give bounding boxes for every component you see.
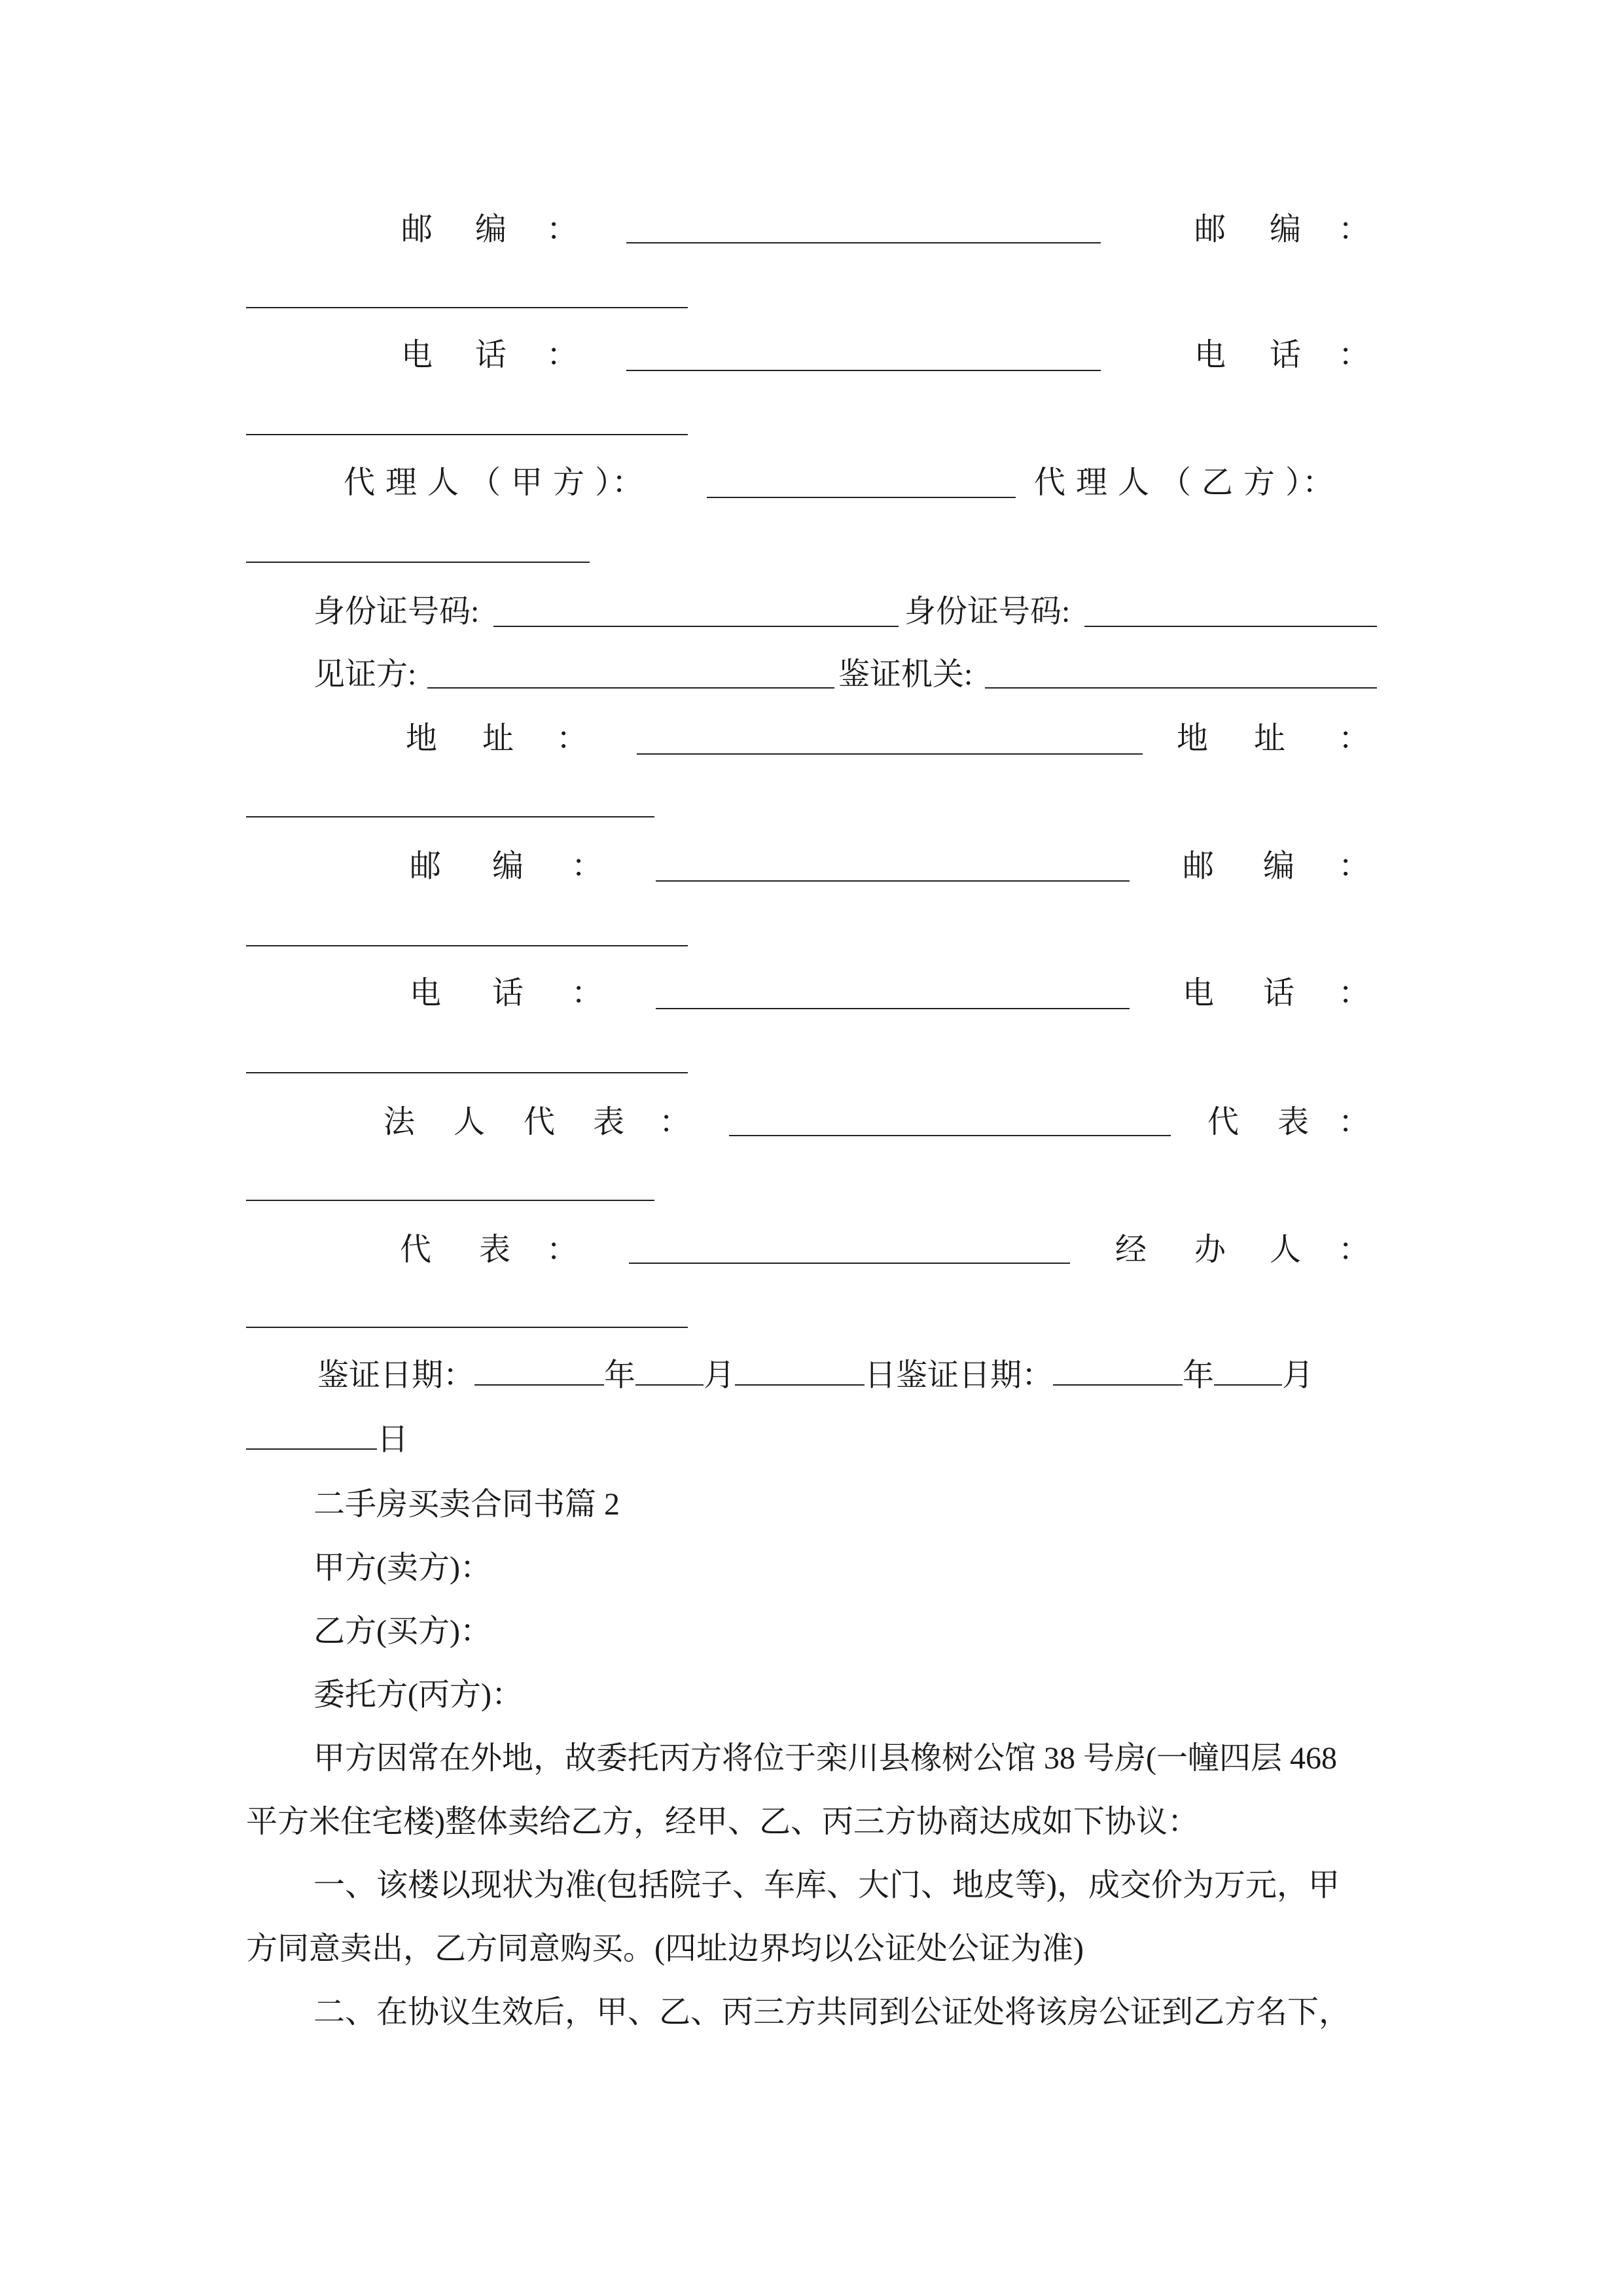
postcode-a-field[interactable]: [626, 242, 1101, 243]
postcode-label-char: 编: [1270, 212, 1302, 247]
address-label-colon: ：: [1338, 721, 1370, 756]
paragraph-line: 一、该楼以现状为准(包括院子、车库、大门、地皮等)，成交价为万元，甲: [313, 1868, 1340, 1903]
witness-field[interactable]: [427, 687, 834, 689]
party-c-label: 委托方(丙方)：: [313, 1677, 523, 1712]
id-a-field[interactable]: [493, 626, 899, 627]
agent-a-label: 代 理 人 （ 甲 方 ）：: [344, 465, 645, 500]
date-b-day-field[interactable]: [246, 1422, 377, 1450]
postcode-label-char: 编: [492, 849, 524, 884]
notary-org-field[interactable]: [985, 687, 1377, 689]
date-a-day-field[interactable]: [735, 1358, 865, 1386]
day-label: 日: [377, 1422, 409, 1457]
phone-label-colon: ：: [571, 976, 603, 1011]
phone-label-char: 话: [1270, 338, 1302, 372]
phone-label-char: 话: [492, 976, 524, 1011]
legal-rep-label-char: 表: [593, 1105, 625, 1139]
date-b-day-row: [246, 1422, 408, 1458]
paragraph-line: 甲方因常在外地，故委托丙方将位于栾川县橡树公馆 38 号房(一幢四层 468: [313, 1741, 1337, 1776]
date-b-month-field[interactable]: [1214, 1358, 1282, 1386]
postcode-label-char: 邮: [401, 212, 433, 247]
phone-d-field[interactable]: [246, 1072, 688, 1073]
postcode-label-char: 编: [1263, 849, 1295, 884]
phone-label-colon: ：: [546, 338, 579, 372]
date-a-label: 鉴证日期：: [317, 1358, 475, 1393]
rep-label-colon: ：: [546, 1232, 579, 1267]
postcode-label-char: 邮: [410, 849, 442, 884]
handler-label-colon: ：: [1338, 1232, 1370, 1267]
paragraph-line: 方同意卖出，乙方同意购买。(四址边界均以公证处公证为准): [246, 1931, 1084, 1966]
month-label: 月: [1282, 1358, 1314, 1393]
phone-label-char: 话: [1263, 976, 1295, 1011]
address-a-field[interactable]: [637, 753, 1143, 755]
rep-label-char: 表: [479, 1232, 511, 1267]
legal-rep-label-char: 法: [383, 1105, 416, 1139]
id-a-label: 身份证号码:: [313, 594, 480, 629]
postcode-label-colon: ：: [1338, 849, 1370, 884]
address-label-colon: ：: [556, 721, 588, 756]
address-label-char: 地: [406, 721, 438, 756]
postcode-label-colon: ：: [546, 212, 579, 247]
handler-label-char: 经: [1115, 1232, 1147, 1267]
phone-label-colon: ：: [1338, 976, 1370, 1011]
handler-field[interactable]: [246, 1327, 688, 1328]
phone-a-field[interactable]: [626, 370, 1101, 371]
legal-rep-label-colon: ：: [659, 1105, 691, 1139]
rep-b-field[interactable]: [246, 1200, 654, 1201]
date-a-year-field[interactable]: [474, 1358, 604, 1386]
address-label-char: 址: [1254, 721, 1286, 756]
id-b-field[interactable]: [1084, 626, 1377, 627]
date-a-month-field[interactable]: [635, 1358, 704, 1386]
month-label: 月: [704, 1358, 736, 1393]
rep-label-colon: ：: [1338, 1105, 1370, 1139]
year-label: 年: [604, 1358, 636, 1393]
legal-rep-label-char: 人: [454, 1105, 486, 1139]
postcode-label-char: 邮: [1183, 849, 1215, 884]
address-label-char: 地: [1177, 721, 1209, 756]
notary-date-row: [317, 1357, 1313, 1394]
party-b-label: 乙方(买方)：: [313, 1614, 491, 1649]
postcode-label-char: 编: [475, 212, 507, 247]
witness-label: 见证方:: [313, 657, 417, 692]
phone-label-char: 电: [1194, 338, 1226, 372]
phone-c-field[interactable]: [656, 1008, 1130, 1009]
address-label-char: 址: [482, 721, 514, 756]
phone-label-char: 话: [475, 338, 507, 372]
paragraph-line: 平方米住宅楼)整体卖给乙方，经甲、乙、丙三方协商达成如下协议：: [246, 1804, 1199, 1839]
rep-a-field[interactable]: [629, 1263, 1070, 1264]
phone-label-colon: ：: [1338, 338, 1370, 372]
postcode-label-char: 邮: [1194, 212, 1226, 247]
rep-label-char: 代: [1207, 1105, 1240, 1139]
handler-label-char: 人: [1270, 1232, 1302, 1267]
legal-rep-label-char: 代: [524, 1105, 556, 1139]
rep-label-char: 代: [400, 1232, 432, 1267]
address-b-field[interactable]: [246, 816, 654, 817]
date-b-year-field[interactable]: [1053, 1358, 1183, 1386]
rep-label-char: 表: [1277, 1105, 1310, 1139]
legal-rep-field[interactable]: [729, 1135, 1171, 1136]
contract-body: [246, 1486, 1378, 2058]
party-a-label: 甲方(卖方)：: [313, 1551, 491, 1585]
phone-label-char: 电: [1183, 976, 1215, 1011]
postcode-b-field[interactable]: [246, 307, 688, 308]
date-b-label: 鉴证日期：: [896, 1358, 1054, 1393]
phone-label-char: 电: [401, 338, 433, 372]
handler-label-char: 办: [1194, 1232, 1226, 1267]
postcode-c-field[interactable]: [656, 880, 1130, 882]
agent-b-label: 代 理 人 （ 乙 方 ）：: [1034, 465, 1336, 500]
postcode-label-colon: ：: [1338, 212, 1370, 247]
day-label: 日: [865, 1358, 897, 1393]
notary-org-label: 鉴证机关:: [838, 657, 973, 692]
section-title: 二手房买卖合同书篇 2: [313, 1487, 620, 1522]
phone-b-field[interactable]: [246, 434, 688, 435]
agent-a-field[interactable]: [707, 497, 1016, 498]
postcode-label-colon: ：: [571, 849, 603, 884]
id-b-label: 身份证号码:: [904, 594, 1071, 629]
agent-b-field[interactable]: [246, 562, 590, 563]
phone-label-char: 电: [410, 976, 442, 1011]
postcode-d-field[interactable]: [246, 945, 688, 946]
year-label: 年: [1183, 1358, 1215, 1393]
paragraph-line: 二、在协议生效后，甲、乙、丙三方共同到公证处将该房公证到乙方名下，: [313, 1995, 1351, 2030]
